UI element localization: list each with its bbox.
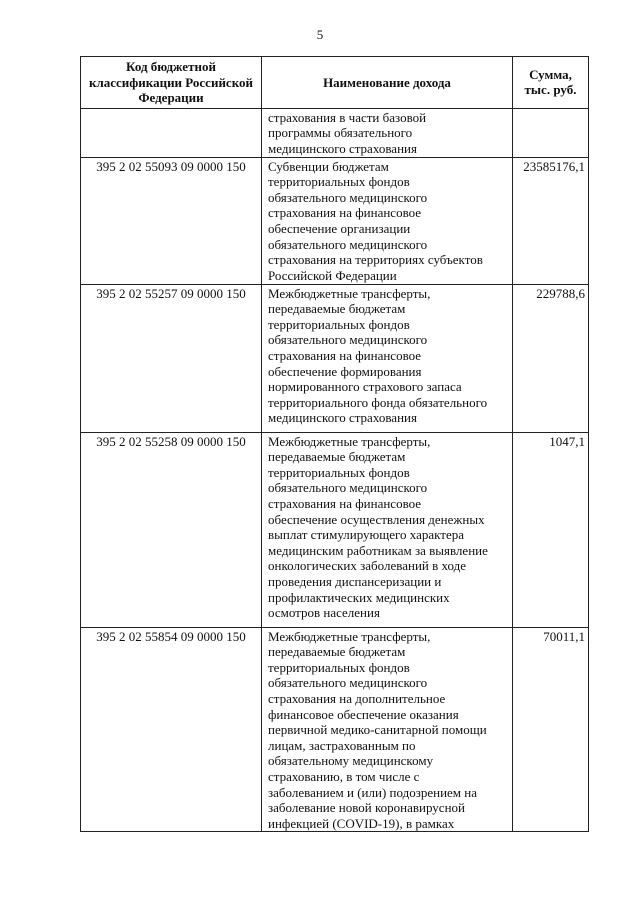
row-name-line: инфекцией (COVID-19), в рамках — [268, 815, 455, 831]
row-name — [262, 108, 513, 157]
row-name-line: Межбюджетные трансферты, — [268, 285, 431, 301]
row-name-line: программы обязательного — [268, 125, 413, 141]
row-name-line: профилактических медицинских — [268, 589, 450, 605]
row-code: 395 2 02 55257 09 0000 150 — [81, 284, 262, 432]
row-name-line: территориального фонда обязательного — [268, 394, 488, 410]
table-row — [81, 432, 589, 627]
row-name-line: осмотров населения — [268, 605, 380, 621]
row-name-line: страхования на территориях субъектов — [268, 252, 483, 268]
row-name-line: страхования на финансовое — [268, 495, 422, 511]
row-name — [262, 627, 513, 832]
row-sum — [513, 108, 589, 157]
row-name-line: территориальных фондов — [268, 659, 410, 675]
row-name-line: обеспечение формирования — [268, 363, 422, 379]
row-name-line: обязательного медицинского — [268, 675, 428, 691]
row-name-line: передаваемые бюджетам — [268, 301, 406, 317]
table-row — [81, 284, 589, 432]
row-name-line: выплат стимулирующего характера — [268, 527, 465, 543]
row-code — [81, 108, 262, 157]
row-name-line: медицинского страхования — [268, 410, 417, 426]
table-row — [81, 108, 589, 157]
revenue-table — [80, 56, 589, 832]
row-name-line: обязательного медицинского — [268, 189, 428, 205]
row-name-line: первичной медико-санитарной помощи — [268, 722, 487, 738]
row-name-line: обеспечение организации — [268, 220, 411, 236]
row-name-line: заболеванием и (или) подозрением на — [268, 784, 478, 800]
row-name-line: страхования на финансовое — [268, 205, 422, 221]
row-name-line: обязательного медицинского — [268, 332, 428, 348]
page-number: 5 — [316, 27, 324, 42]
row-sum: 23585176,1 — [513, 157, 589, 284]
row-sum: 229788,6 — [513, 284, 589, 432]
row-name-line: страхования на дополнительное — [268, 690, 446, 706]
table-row — [81, 157, 589, 284]
row-name-line: заболевание новой коронавирусной — [268, 800, 465, 816]
row-name-line: медицинским работникам за выявление — [268, 542, 488, 558]
row-name-line: обязательному медицинскому — [268, 753, 434, 769]
row-name-line: лицам, застрахованным по — [268, 737, 416, 753]
row-name-line: медицинского страхования — [268, 140, 417, 156]
row-code: 395 2 02 55854 09 0000 150 — [81, 627, 262, 832]
header-name: Наименование дохода — [262, 57, 513, 109]
table-row — [81, 627, 589, 832]
row-sum: 1047,1 — [513, 432, 589, 627]
row-name-line: страхования на финансовое — [268, 347, 422, 363]
row-code: 395 2 02 55093 09 0000 150 — [81, 157, 262, 284]
row-name-line: территориальных фондов — [268, 464, 410, 480]
row-name-line: передаваемые бюджетам — [268, 644, 406, 660]
row-name-line: проведения диспансеризации и — [268, 573, 442, 589]
row-name-line: Российской Федерации — [268, 267, 397, 283]
row-name-line: нормированного страхового запаса — [268, 379, 462, 395]
row-name-line: Межбюджетные трансферты, — [268, 628, 431, 644]
row-name-line: онкологических заболеваний в ходе — [268, 558, 467, 574]
row-name — [262, 432, 513, 627]
row-name-line: территориальных фондов — [268, 316, 410, 332]
row-code: 395 2 02 55258 09 0000 150 — [81, 432, 262, 627]
table-header-row — [81, 57, 589, 109]
row-name-line: финансовое обеспечение оказания — [268, 706, 459, 722]
row-name-line: страхованию, в том числе с — [268, 768, 420, 784]
row-name — [262, 284, 513, 432]
row-sum: 70011,1 — [513, 627, 589, 832]
header-code: Код бюджетной классификации Российской Федерации — [81, 57, 262, 109]
row-name-line: территориальных фондов — [268, 174, 410, 190]
header-sum: Сумма, тыс. руб. — [513, 57, 589, 109]
row-name — [262, 157, 513, 284]
row-name-line: обязательного медицинского — [268, 236, 428, 252]
row-name-line: страхования в части базовой — [268, 109, 427, 125]
row-name-line: передаваемые бюджетам — [268, 449, 406, 465]
row-name-line: обязательного медицинского — [268, 480, 428, 496]
row-name-line: обеспечение осуществления денежных — [268, 511, 485, 527]
row-name-line: Субвенции бюджетам — [268, 158, 389, 174]
row-name-line: Межбюджетные трансферты, — [268, 433, 431, 449]
